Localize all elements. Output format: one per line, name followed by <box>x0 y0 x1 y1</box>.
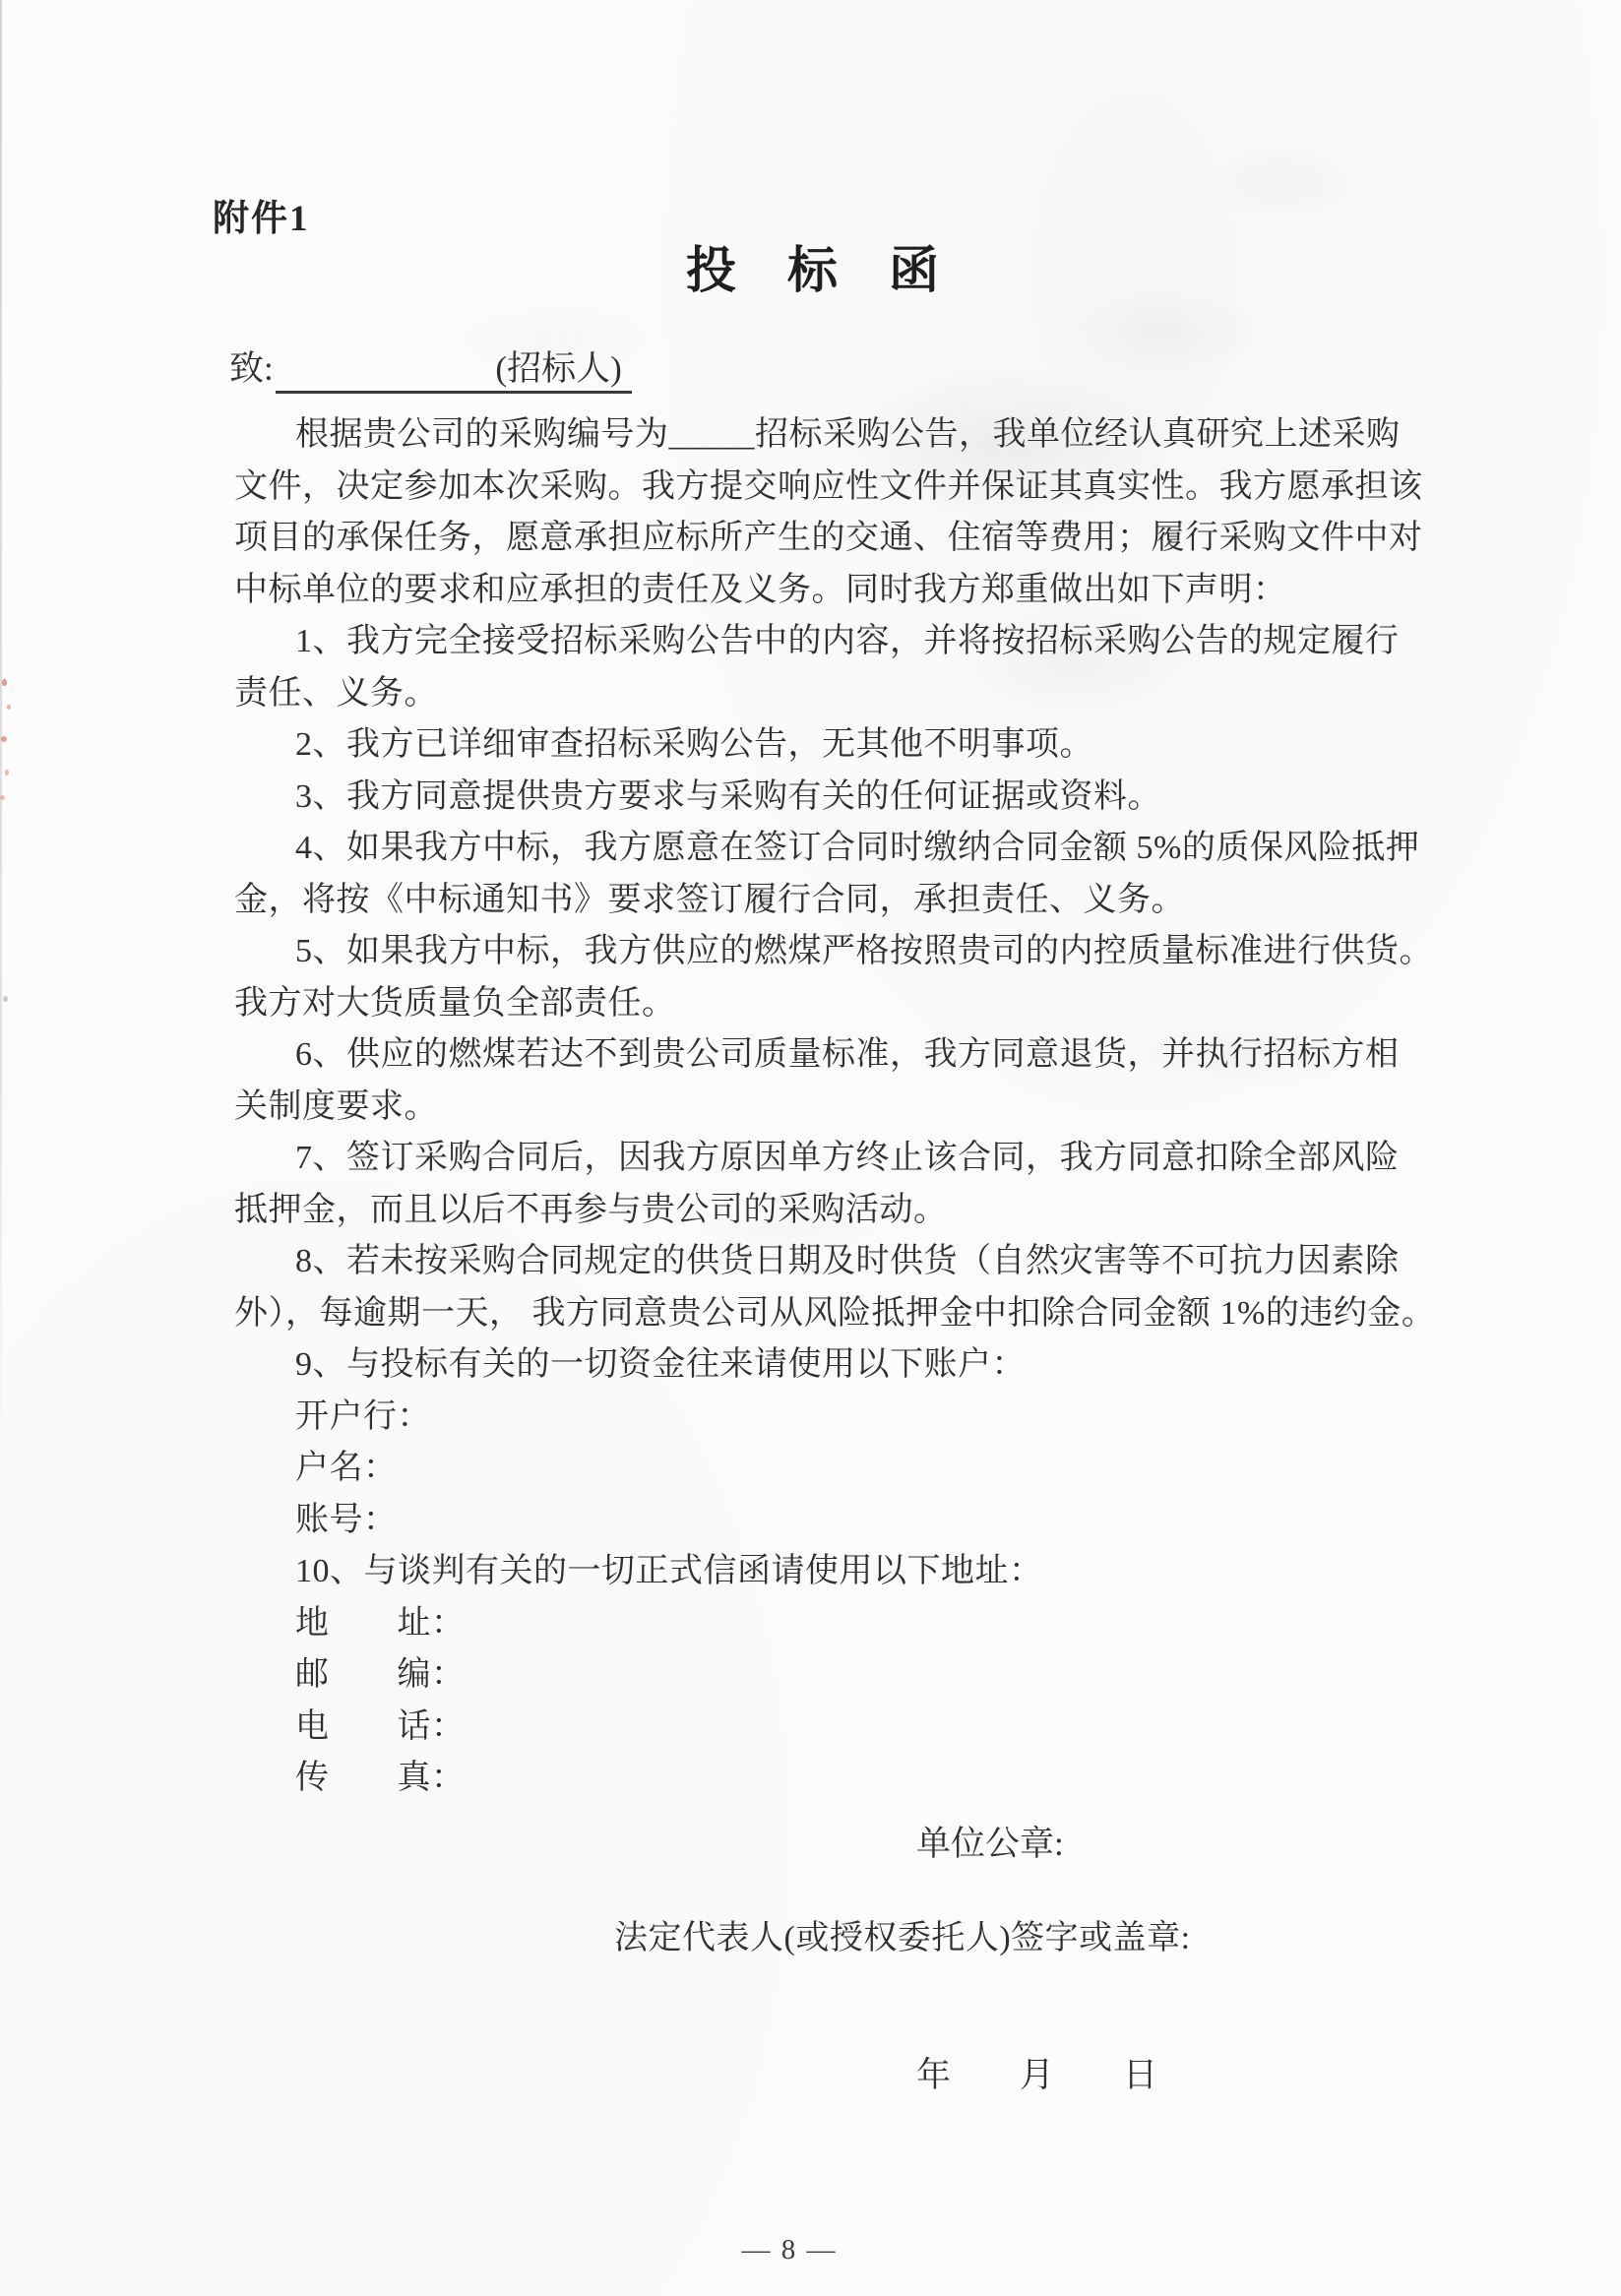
salutation-to-label: 致: <box>229 349 274 388</box>
body-line: 根据贵公司的采购编号为_____招标采购公告，我单位经认真研究上述采购 <box>295 416 1401 453</box>
scan-speckle <box>2 679 7 686</box>
date-line: 年 月 日 <box>916 2056 1158 2094</box>
document-title: 投标函 <box>686 244 991 299</box>
body-line: 账号： <box>295 1501 398 1538</box>
scan-speckle <box>1 736 7 742</box>
recipient-blank-underline <box>276 341 632 394</box>
body-line: 10、与谈判有关的一切正式信函请使用以下地址： <box>295 1553 1043 1589</box>
scan-speckle <box>0 795 5 800</box>
body-line: 8、若未按采购合同规定的供货日期及时供货（自然灾害等不可抗力因素除 <box>295 1243 1400 1279</box>
legal-representative-label: 法定代表人(或授权委托人)签字或盖章: <box>614 1920 1191 1956</box>
body-line: 开户行： <box>295 1397 431 1435</box>
recipient-hint-label: (招标人) <box>495 349 622 388</box>
body-line: 关制度要求。 <box>234 1087 438 1125</box>
body-line: 传 真： <box>295 1760 466 1796</box>
company-seal-label: 单位公章: <box>916 1825 1064 1863</box>
body-line: 2、我方已详细审查招标采购公告，无其他不明事项。 <box>295 726 1093 763</box>
scan-speckle <box>5 770 9 776</box>
body-line: 中标单位的要求和应承担的责任及义务。同时我方郑重做出如下声明： <box>234 571 1287 608</box>
salutation-line <box>229 341 632 394</box>
body-line: 责任、义务。 <box>234 674 438 712</box>
scan-speckle <box>7 705 11 710</box>
body-line: 5、如果我方中标，我方供应的燃煤严格按照贵司的内控质量标准进行供货。 <box>295 933 1433 969</box>
body-line: 抵押金，而且以后不再参与贵公司的采购活动。 <box>234 1191 948 1228</box>
body-line: 金，将按《中标通知书》要求签订履行合同，承担责任、义务。 <box>234 881 1185 918</box>
bleed-through-mark <box>1063 287 1260 376</box>
body-line: 电 话： <box>295 1707 466 1745</box>
page-number: — 8 — <box>741 2234 838 2265</box>
body-line: 6、供应的燃煤若达不到贵公司质量标准，我方同意退货，并执行招标方相 <box>295 1036 1400 1073</box>
body-line: 3、我方同意提供贵方要求与采购有关的任何证据或资料。 <box>295 777 1161 815</box>
document-body <box>234 409 1435 1805</box>
attachment-label: 附件1 <box>213 199 310 239</box>
body-line: 文件，决定参加本次采购。我方提交响应性文件并保证其真实性。我方愿承担该 <box>234 467 1423 505</box>
body-line: 地 址： <box>295 1604 466 1642</box>
body-line: 户名： <box>295 1450 398 1486</box>
body-line: 项目的承保任务，愿意承担应标所产生的交通、住宿等费用；履行采购文件中对 <box>234 520 1423 556</box>
body-line: 4、如果我方中标，我方愿意在签订合同时缴纳合同金额 5%的质保风险抵押 <box>295 830 1420 866</box>
body-line: 邮 编： <box>295 1656 466 1693</box>
body-line: 我方对大货质量负全部责任。 <box>234 984 676 1022</box>
body-line: 外），每逾期一天， 我方同意贵公司从风险抵押金中扣除合同金额 1%的违约金。 <box>234 1294 1436 1332</box>
body-line: 9、与投标有关的一切资金往来请使用以下账户： <box>295 1346 1026 1383</box>
bleed-through-mark <box>1211 148 1358 217</box>
body-line: 7、签订采购合同后，因我方原因单方终止该合同，我方同意扣除全部风险 <box>295 1140 1400 1176</box>
scan-speckle <box>3 996 8 1002</box>
body-line: 1、我方完全接受招标采购公告中的内容，并将按招标采购公告的规定履行 <box>295 623 1400 659</box>
scan-edge-artifact <box>0 0 2 1476</box>
